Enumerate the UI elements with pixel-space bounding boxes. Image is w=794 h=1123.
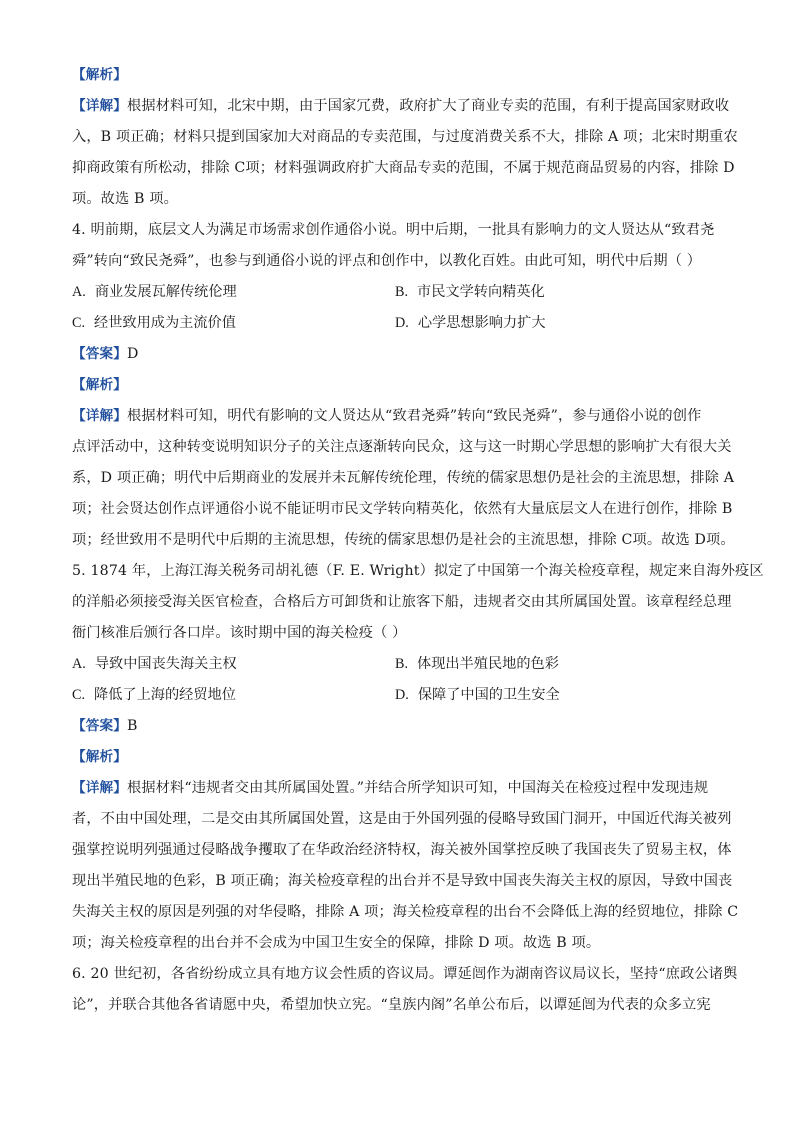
q5-answer-line (72, 711, 722, 742)
q5-option-a (72, 649, 395, 680)
option-letter: A. (72, 656, 86, 672)
q5-stem-line: 衙门核准后颁行各口岸。该时期中国的海关检疫（ ） (72, 625, 407, 641)
q5-detail-line: 现出半殖民地的色彩，B 项正确；海关检疫章程的出台并不是导致中国丧失海关主权的原因，导致中国丧 (72, 873, 733, 889)
q4-options-row (72, 308, 722, 339)
option-text: 保障了中国的卫生安全 (417, 687, 560, 703)
option-text: 降低了上海的经贸地位 (94, 687, 236, 703)
detail-label: 【详解】 (72, 780, 127, 796)
answer-label: 【答案】 (72, 346, 127, 362)
option-text: 心学思想影响力扩大 (417, 315, 546, 331)
option-letter: C. (72, 687, 86, 703)
q3-detail-line: 项。故选 B 项。 (72, 191, 178, 207)
option-letter: D. (395, 315, 409, 331)
q4-analysis-heading (72, 370, 722, 401)
q4-stem-line: 舜”转向“致民尧舜”，也参与到通俗小说的评点和创作中，以教化百姓。由此可知，明代中后期（ ） (72, 253, 702, 269)
q5-detail-line: 者，不由中国处理，二是交由其所属国处置，这是由于外国列强的侵略导致国门洞开，中国近代海关被列 (72, 811, 732, 827)
q5-option-b (395, 649, 718, 680)
option-text: 市民文学转向精英化 (417, 284, 545, 300)
q3-detail-line: 入，B 项正确；材料只提到国家加大对商品的专卖范围，与过度消费关系不大，排除 A 项；北宋时期重农 (72, 129, 738, 145)
option-text: 商业发展瓦解传统伦理 (94, 284, 237, 300)
q4-detail-line: 项；经世致用不是明代中后期的主流思想，传统的儒家思想仍是社会的主流思想，排除 C项。故选 D项。 (72, 532, 735, 548)
q4-stem-line: 4. 明前期，底层文人为满足市场需求创作通俗小说。明中后期，一批具有影响力的文人贤达从“致君尧 (72, 222, 715, 238)
answer-value: B (126, 718, 138, 734)
q4-option-a (72, 277, 395, 308)
option-text: 导致中国丧失海关主权 (94, 656, 237, 672)
q5-stem-line: 5. 1874 年，上海江海关税务司胡礼德（F. E. Wright）拟定了中国第一个海关检疫章程，规定来自海外疫区 (72, 563, 764, 579)
q5-options-row (72, 649, 722, 680)
q5-options-row (72, 680, 722, 711)
q3-detail-line (72, 91, 730, 122)
analysis-label: 【解析】 (72, 377, 127, 393)
answer-value: D (126, 346, 139, 362)
q5-detail-line: 项；海关检疫章程的出台并不会成为中国卫生安全的保障，排除 D 项。故选 B 项。 (72, 935, 601, 951)
q4-option-c (72, 308, 395, 339)
option-text: 体现出半殖民地的色彩 (417, 656, 559, 672)
q5-stem-line: 的洋船必须接受海关医官检查，合格后方可卸货和让旅客下船，违规者交由其所属国处置。该章程经总理 (72, 594, 732, 610)
detail-text: 根据材料可知，明代有影响的文人贤达从“致君尧舜”转向“致民尧舜”，参与通俗小说的创作 (126, 408, 702, 424)
analysis-label: 【解析】 (72, 67, 127, 83)
detail-text: 根据材料可知，北宋中期，由于国家冗费，政府扩大了商业专卖的范围，有利于提高国家财政收 (126, 98, 730, 114)
option-letter: B. (395, 656, 409, 672)
option-letter: A. (72, 284, 86, 300)
q4-option-b (395, 277, 718, 308)
q4-detail-line: 点评活动中，这种转变说明知识分子的关注点逐渐转向民众，这与这一时期心学思想的影响扩大有很大关 (72, 439, 732, 455)
q4-answer-line (72, 339, 722, 370)
q3-analysis-heading (72, 60, 722, 91)
q3-detail-line: 抑商政策有所松动，排除 C项；材料强调政府扩大商品专卖的范围，不属于规范商品贸易的内容，排除 D (72, 160, 735, 176)
q6-stem-line: 论”，并联合其他各省请愿中央，希望加快立宪。“皇族内阁”名单公布后，以谭延闿为代表的众多立宪 (72, 997, 711, 1013)
option-letter: B. (395, 284, 409, 300)
detail-text: 根据材料“违规者交由其所属国处置。”并结合所学知识可知，中国海关在检疫过程中发现违规 (126, 780, 709, 796)
q5-option-d (395, 680, 718, 711)
option-letter: D. (395, 687, 409, 703)
q5-option-c (72, 680, 395, 711)
detail-label: 【详解】 (72, 408, 127, 424)
q6-stem-line: 6. 20 世纪初，各省纷纷成立具有地方议会性质的咨议局。谭延闿作为湖南咨议局议长，坚持“庶政公诸舆 (72, 966, 738, 982)
document-page (72, 60, 764, 1021)
option-text: 经世致用成为主流价值 (94, 315, 236, 331)
q4-detail-line: 项；社会贤达创作点评通俗小说不能证明市民文学转向精英化，依然有大量底层文人在进行创作，排除 B (72, 501, 733, 517)
q4-option-d (395, 308, 718, 339)
analysis-label: 【解析】 (72, 749, 127, 765)
option-letter: C. (72, 315, 86, 331)
q5-detail-line (72, 773, 722, 804)
q4-detail-line (72, 401, 722, 432)
q4-options-row (72, 277, 722, 308)
q5-detail-line: 强掌控说明列强通过侵略战争攫取了在华政治经济特权，海关被外国掌控反映了我国丧失了贸易主权，体 (72, 842, 732, 858)
q4-detail-line: 系，D 项正确；明代中后期商业的发展并未瓦解传统伦理，传统的儒家思想仍是社会的主流思想，排除 A (72, 470, 735, 486)
q5-analysis-heading (72, 742, 722, 773)
answer-label: 【答案】 (72, 718, 127, 734)
q5-detail-line: 失海关主权的原因是列强的对华侵略，排除 A 项；海关检疫章程的出台不会降低上海的经贸地位，排除 C (72, 904, 739, 920)
detail-label: 【详解】 (72, 98, 127, 114)
